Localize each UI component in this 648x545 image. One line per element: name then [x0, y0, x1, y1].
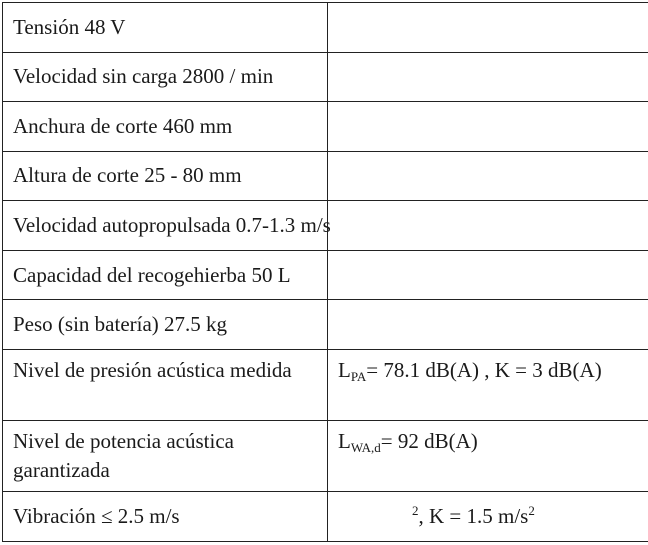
spec-label-vibration: Vibración ≤ 2.5 m/s: [3, 492, 328, 542]
table-row: [3, 52, 648, 102]
spec-label-voltage: Tensión 48 V: [3, 3, 328, 53]
vibration-sup-1: 2: [412, 503, 419, 519]
sound-pressure-subscript: PA: [350, 368, 367, 384]
spec-label-cutting-height: Altura de corte 25 - 80 mm: [3, 151, 328, 201]
spec-value-no-load-speed: [328, 52, 648, 102]
table-row: [3, 349, 648, 420]
spec-label-no-load-speed-text: Velocidad sin carga 2800 / min: [13, 64, 274, 89]
spec-value-sound-pressure: [328, 349, 648, 420]
sound-pressure-text: = 78.1 dB(A) , K = 3 dB(A): [366, 357, 602, 382]
spec-value-cutting-width: [328, 102, 648, 152]
table-row: [3, 201, 648, 251]
spec-label-weight: Peso (sin batería) 27.5 kg: [3, 300, 328, 350]
vibration-text: , K = 1.5 m/s: [418, 504, 529, 529]
spec-label-cutting-width: Anchura de corte 460 mm: [3, 102, 328, 152]
spec-value-cutting-height: [328, 151, 648, 201]
spec-label-grass-catcher-capacity-text: Capacidad del recogehierba 50 L: [13, 262, 291, 287]
spec-label-no-load-speed: [3, 52, 328, 102]
spec-label-self-propelled-speed: [3, 201, 331, 251]
spec-label-sound-pressure: Nivel de presión acústica medida: [3, 349, 328, 420]
table-row: [3, 250, 648, 300]
spec-value-weight: [328, 300, 648, 350]
spec-value-voltage: [328, 3, 648, 53]
table-row: [3, 421, 648, 492]
spec-value-sound-power: [328, 421, 648, 492]
sound-power-prefix: L: [338, 429, 351, 454]
spec-table: [2, 2, 648, 542]
spec-label-grass-catcher-capacity: [3, 250, 328, 300]
spec-value-grass-catcher-capacity: [328, 250, 648, 300]
table-row: [3, 300, 648, 350]
spec-label-sound-power: Nivel de potencia acústica garantizada: [3, 421, 328, 492]
table-row: [3, 3, 648, 53]
sound-power-subscript: WA,d: [350, 440, 381, 456]
sound-power-text: = 92 dB(A): [380, 429, 478, 454]
spec-label-self-propelled-speed-text: Velocidad autopropulsada 0.7-1.3 m/s: [13, 213, 331, 238]
vibration-sup-2: 2: [528, 503, 535, 519]
table-row: [3, 151, 648, 201]
table-row: [3, 492, 648, 542]
sound-pressure-prefix: L: [338, 357, 351, 382]
spec-value-self-propelled-speed: [328, 201, 648, 251]
spec-value-vibration: [328, 492, 648, 542]
table-row: [3, 102, 648, 152]
